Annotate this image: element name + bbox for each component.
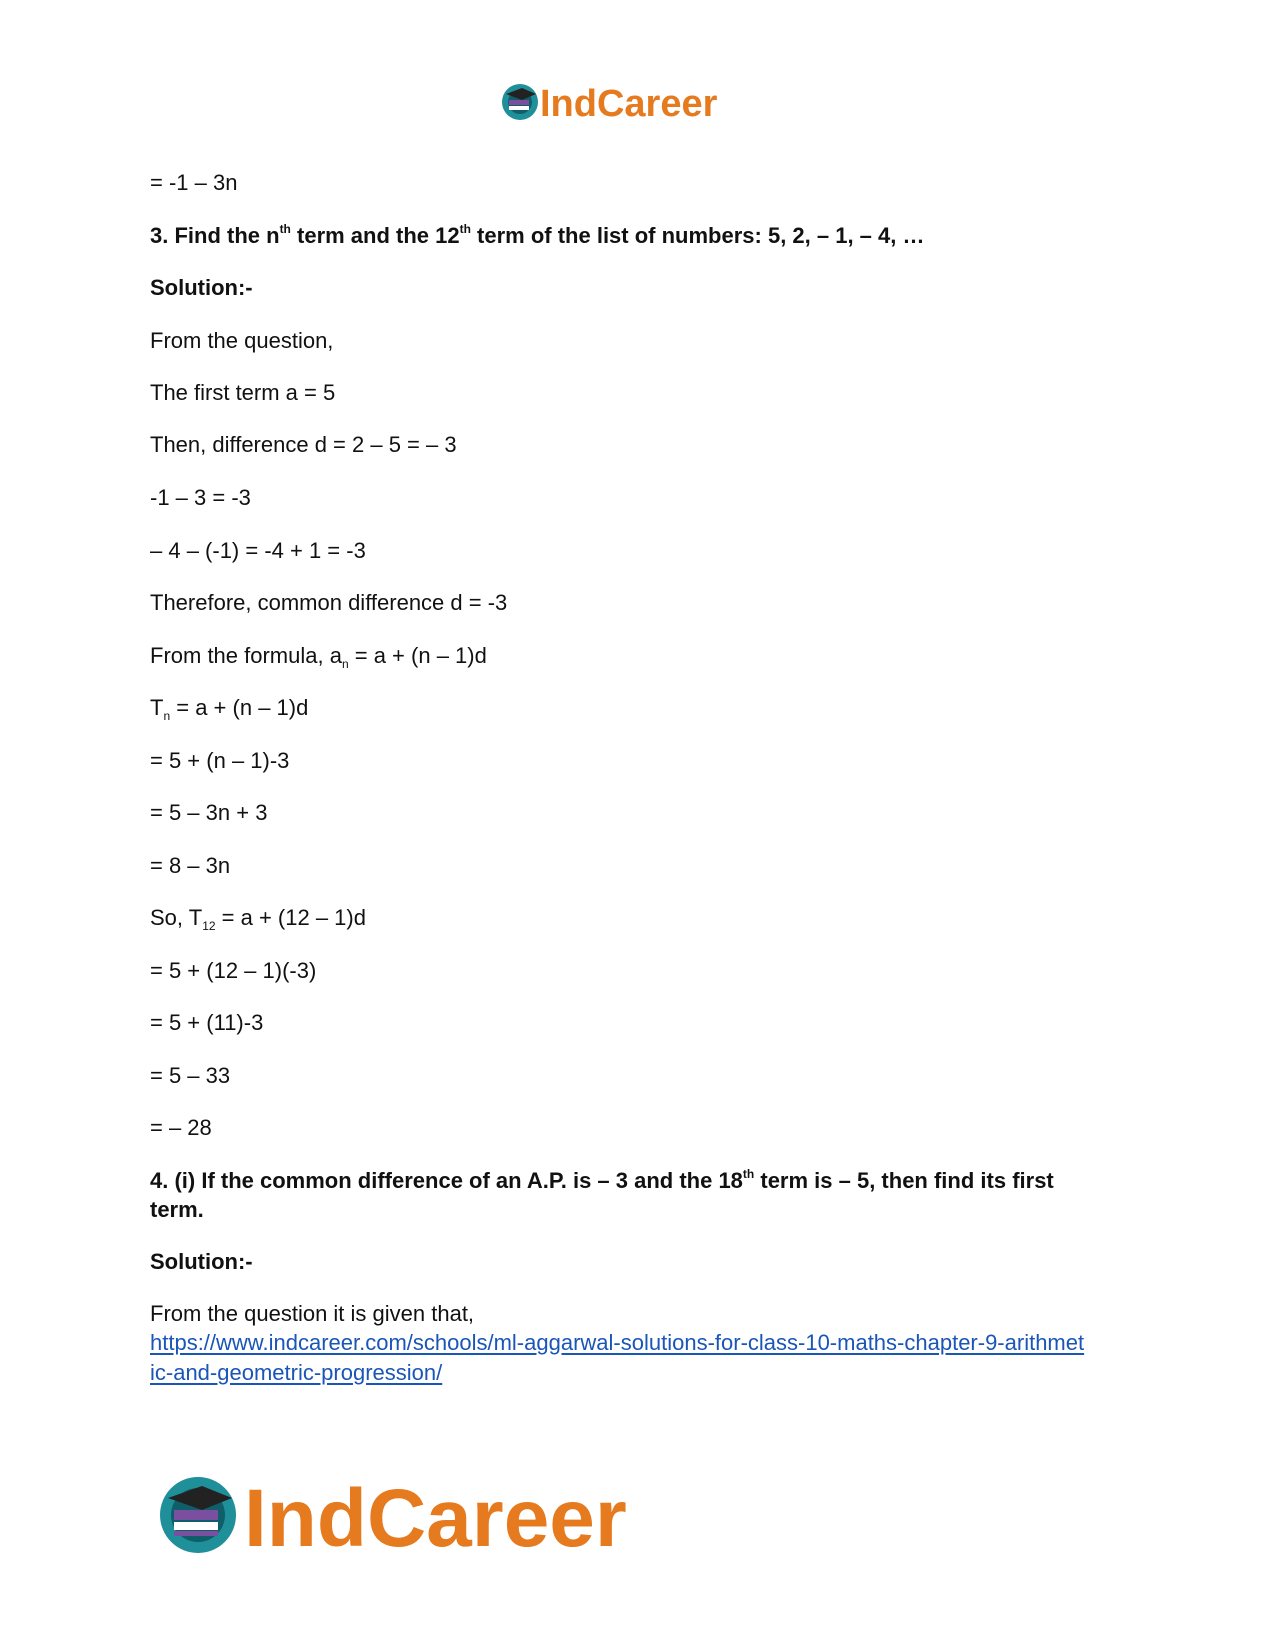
tn-suffix: = a + (n – 1)d [170, 695, 309, 720]
text-line: = 5 + (n – 1)-3 [150, 748, 290, 773]
formula-line [150, 641, 487, 671]
question-4-heading-cont: term. [150, 1197, 204, 1222]
tn-line [150, 693, 308, 723]
solution-label: Solution:- [150, 1249, 253, 1274]
q3-text-3: term of the list of numbers: 5, 2, – 1, – 4, … [470, 223, 925, 248]
text-line: From the question it is given that, [150, 1301, 475, 1326]
formula-prefix: From the formula, a [150, 643, 342, 668]
t12-prefix: So, T [150, 905, 203, 930]
t12-suffix: = a + (12 – 1)d [215, 905, 366, 930]
t12-line [150, 903, 366, 933]
q4-text-1: 4. (i) If the common difference of an A.P. is – 3 and the 18 [150, 1168, 743, 1193]
q3-superscript-1: th [279, 222, 291, 236]
header-logo [500, 80, 780, 124]
text-line: -1 – 3 = -3 [150, 485, 251, 510]
footer-logo-text: IndCareer [244, 1473, 627, 1560]
q3-superscript-2: th [459, 222, 471, 236]
text-line: = 5 – 3n + 3 [150, 800, 268, 825]
q4-text-2: term is – 5, then find its first [754, 1168, 1054, 1193]
footer-logo [158, 1470, 698, 1560]
header-logo-text: IndCareer [540, 83, 718, 124]
tn-subscript: n [163, 709, 171, 723]
logo-emblem-icon [502, 84, 538, 120]
logo-emblem-icon [160, 1477, 236, 1553]
text-line: – 4 – (-1) = -4 + 1 = -3 [150, 538, 366, 563]
text-line: = – 28 [150, 1115, 212, 1140]
text-line: = 8 – 3n [150, 853, 231, 878]
tn-prefix: T [150, 695, 164, 720]
question-3-heading [150, 221, 925, 251]
text-line: From the question, [150, 328, 334, 353]
q4-superscript: th [742, 1167, 755, 1181]
q3-text-1: 3. Find the n [150, 223, 280, 248]
question-4-heading [150, 1166, 1054, 1196]
q3-text-2: term and the 12 [290, 223, 460, 248]
formula-suffix: = a + (n – 1)d [348, 643, 487, 668]
text-line: = 5 + (12 – 1)(-3) [150, 958, 317, 983]
text-line: Then, difference d = 2 – 5 = – 3 [150, 432, 457, 457]
text-line: = -1 – 3n [150, 170, 238, 195]
source-link-line-1[interactable]: https://www.indcareer.com/schools/ml-aggarwal-solutions-for-class-10-maths-chapter-9-arithmet [150, 1330, 1085, 1355]
source-link[interactable] [150, 1328, 1084, 1388]
text-line: The first term a = 5 [150, 380, 336, 405]
text-line: = 5 – 33 [150, 1063, 231, 1088]
solution-label: Solution:- [150, 275, 253, 300]
source-link-line-2[interactable]: ic-and-geometric-progression/ [150, 1360, 443, 1385]
formula-subscript: n [341, 657, 349, 671]
t12-subscript: 12 [202, 919, 216, 933]
text-line: = 5 + (11)-3 [150, 1010, 264, 1035]
text-line: Therefore, common difference d = -3 [150, 590, 508, 615]
